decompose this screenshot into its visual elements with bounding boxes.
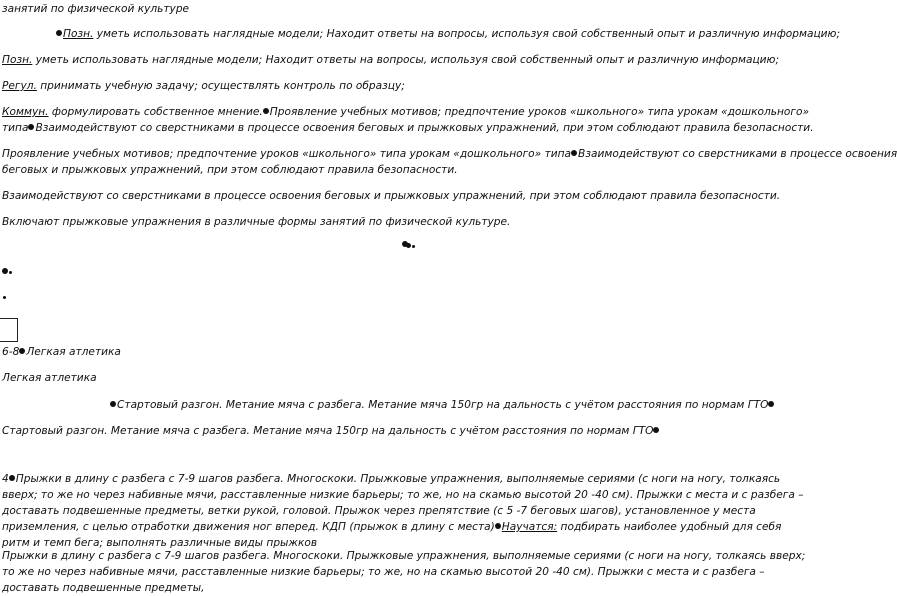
text-line-12: Легкая атлетика bbox=[2, 372, 97, 384]
lesson-topic: Легкая атлетика bbox=[26, 346, 121, 358]
bullet-icon bbox=[2, 268, 8, 274]
label-pozn: Позн. bbox=[63, 28, 94, 40]
paragraph-2: Прыжки в длину с разбега с 7-9 шагов разбега. Многоскоки. Прыжковые упражнения, выполняемые сериями (с ноги на ногу, толкаясь вверх; то же но через набивные мячи, расставленные низкие барьеры; то же, но на скамью высотой 20 -40 см). Прыжки с места и с разбега – доставать подвешенные предметы, bbox=[2, 550, 806, 594]
para-1-text: Прыжки в длину с разбега с 7-9 шагов разбега. Многоскоки. Прыжковые упражнения, выполняемые сериями (с ноги на ногу, толкаясь вверх; то же но через набивные мячи, расставленные низкие барьеры; то же, но на скамью высотой 20 -40 см). Прыжки с места и с разбега – доставать подвешенные предметы, ветки рукой, головой. Прыжок через препятствие (с 5 -7 беговых шагов), установленное у места приземления, с целью отработки движения ног вперед. КДП (прыжок в длину с места) bbox=[2, 473, 804, 533]
learn-text: подбирать наиболее удобный для себя ритм и темп бега; выполнять различные виды прыжков bbox=[2, 521, 782, 549]
para-1-number: 4 bbox=[2, 473, 9, 485]
text-line-11 bbox=[2, 345, 121, 359]
bullet-icon bbox=[768, 401, 774, 407]
text-line-1: занятий по физической культуре bbox=[2, 3, 190, 15]
bullet-icon bbox=[653, 427, 659, 433]
bullet-icon bbox=[412, 245, 415, 248]
text-line-7 bbox=[2, 147, 897, 161]
paragraph-1 bbox=[2, 471, 808, 551]
label-pozn: Позн. bbox=[2, 54, 33, 66]
text-line-6 bbox=[2, 121, 814, 135]
bullet-icon bbox=[9, 475, 15, 481]
bullet-icon bbox=[9, 271, 12, 274]
line-7-a: Проявление учебных мотивов; предпочтение уроков «школьного» типа урокам «дошкольного» типа bbox=[2, 148, 572, 160]
line-4-text: принимать учебную задачу; осуществлять контроль по образцу; bbox=[36, 80, 405, 92]
line-7-b: Взаимодействуют со сверстниками в процессе освоения bbox=[578, 148, 897, 160]
line-3-text: уметь использовать наглядные модели; Находит ответы на вопросы, используя свой собственный опыт и различную информацию; bbox=[32, 54, 780, 66]
bullet-icon bbox=[495, 523, 501, 529]
line-14-text: Стартовый разгон. Метание мяча с разбега. Метание мяча 150гр на дальность с учётом расстояния по нормам ГТО bbox=[2, 425, 654, 437]
line-5-text: формулировать собственное мнение. bbox=[48, 106, 263, 118]
empty-table-cell bbox=[0, 318, 18, 342]
line-6-b: Взаимодействуют со сверстниками в процессе освоения беговых и прыжковых упражнений, при этом соблюдают правила безопасности. bbox=[35, 122, 814, 134]
text-line-8: беговых и прыжковых упражнений, при этом соблюдают правила безопасности. bbox=[2, 164, 458, 176]
text-line-10: Включают прыжковые упражнения в различные формы занятий по физической культуре. bbox=[2, 216, 511, 228]
bullet-icon bbox=[571, 150, 577, 156]
lesson-number: 6-8 bbox=[2, 346, 20, 358]
bullet-icon bbox=[263, 108, 269, 114]
line-13-text: Стартовый разгон. Метание мяча с разбега. Метание мяча 150гр на дальность с учётом расстояния по нормам ГТО bbox=[117, 399, 769, 411]
line-2-text: уметь использовать наглядные модели; Находит ответы на вопросы, используя свой собственный опыт и различную информацию; bbox=[93, 28, 841, 40]
text-line-2 bbox=[56, 27, 840, 41]
bullet-icon bbox=[3, 296, 6, 299]
text-line-5 bbox=[2, 105, 809, 119]
text-line-14 bbox=[2, 424, 660, 438]
bullet-icon bbox=[28, 124, 34, 130]
text-line-13 bbox=[110, 398, 775, 412]
label-regul: Регул. bbox=[2, 80, 37, 92]
line-5-text-2: Проявление учебных мотивов; предпочтение уроков «школьного» типа урокам «дошкольного» bbox=[269, 106, 809, 118]
bullet-icon bbox=[110, 401, 116, 407]
label-kommun: Коммун. bbox=[2, 106, 49, 118]
text-line-3 bbox=[2, 53, 779, 67]
bullet-icon bbox=[19, 348, 25, 354]
line-6-a: типа bbox=[2, 122, 29, 134]
learn-label: Научатся: bbox=[501, 521, 558, 533]
text-line-9: Взаимодействуют со сверстниками в процессе освоения беговых и прыжковых упражнений, при этом соблюдают правила безопасности. bbox=[2, 190, 781, 202]
text-line-4 bbox=[2, 79, 405, 93]
bullet-icon bbox=[406, 243, 411, 248]
bullet-icon bbox=[56, 30, 62, 36]
